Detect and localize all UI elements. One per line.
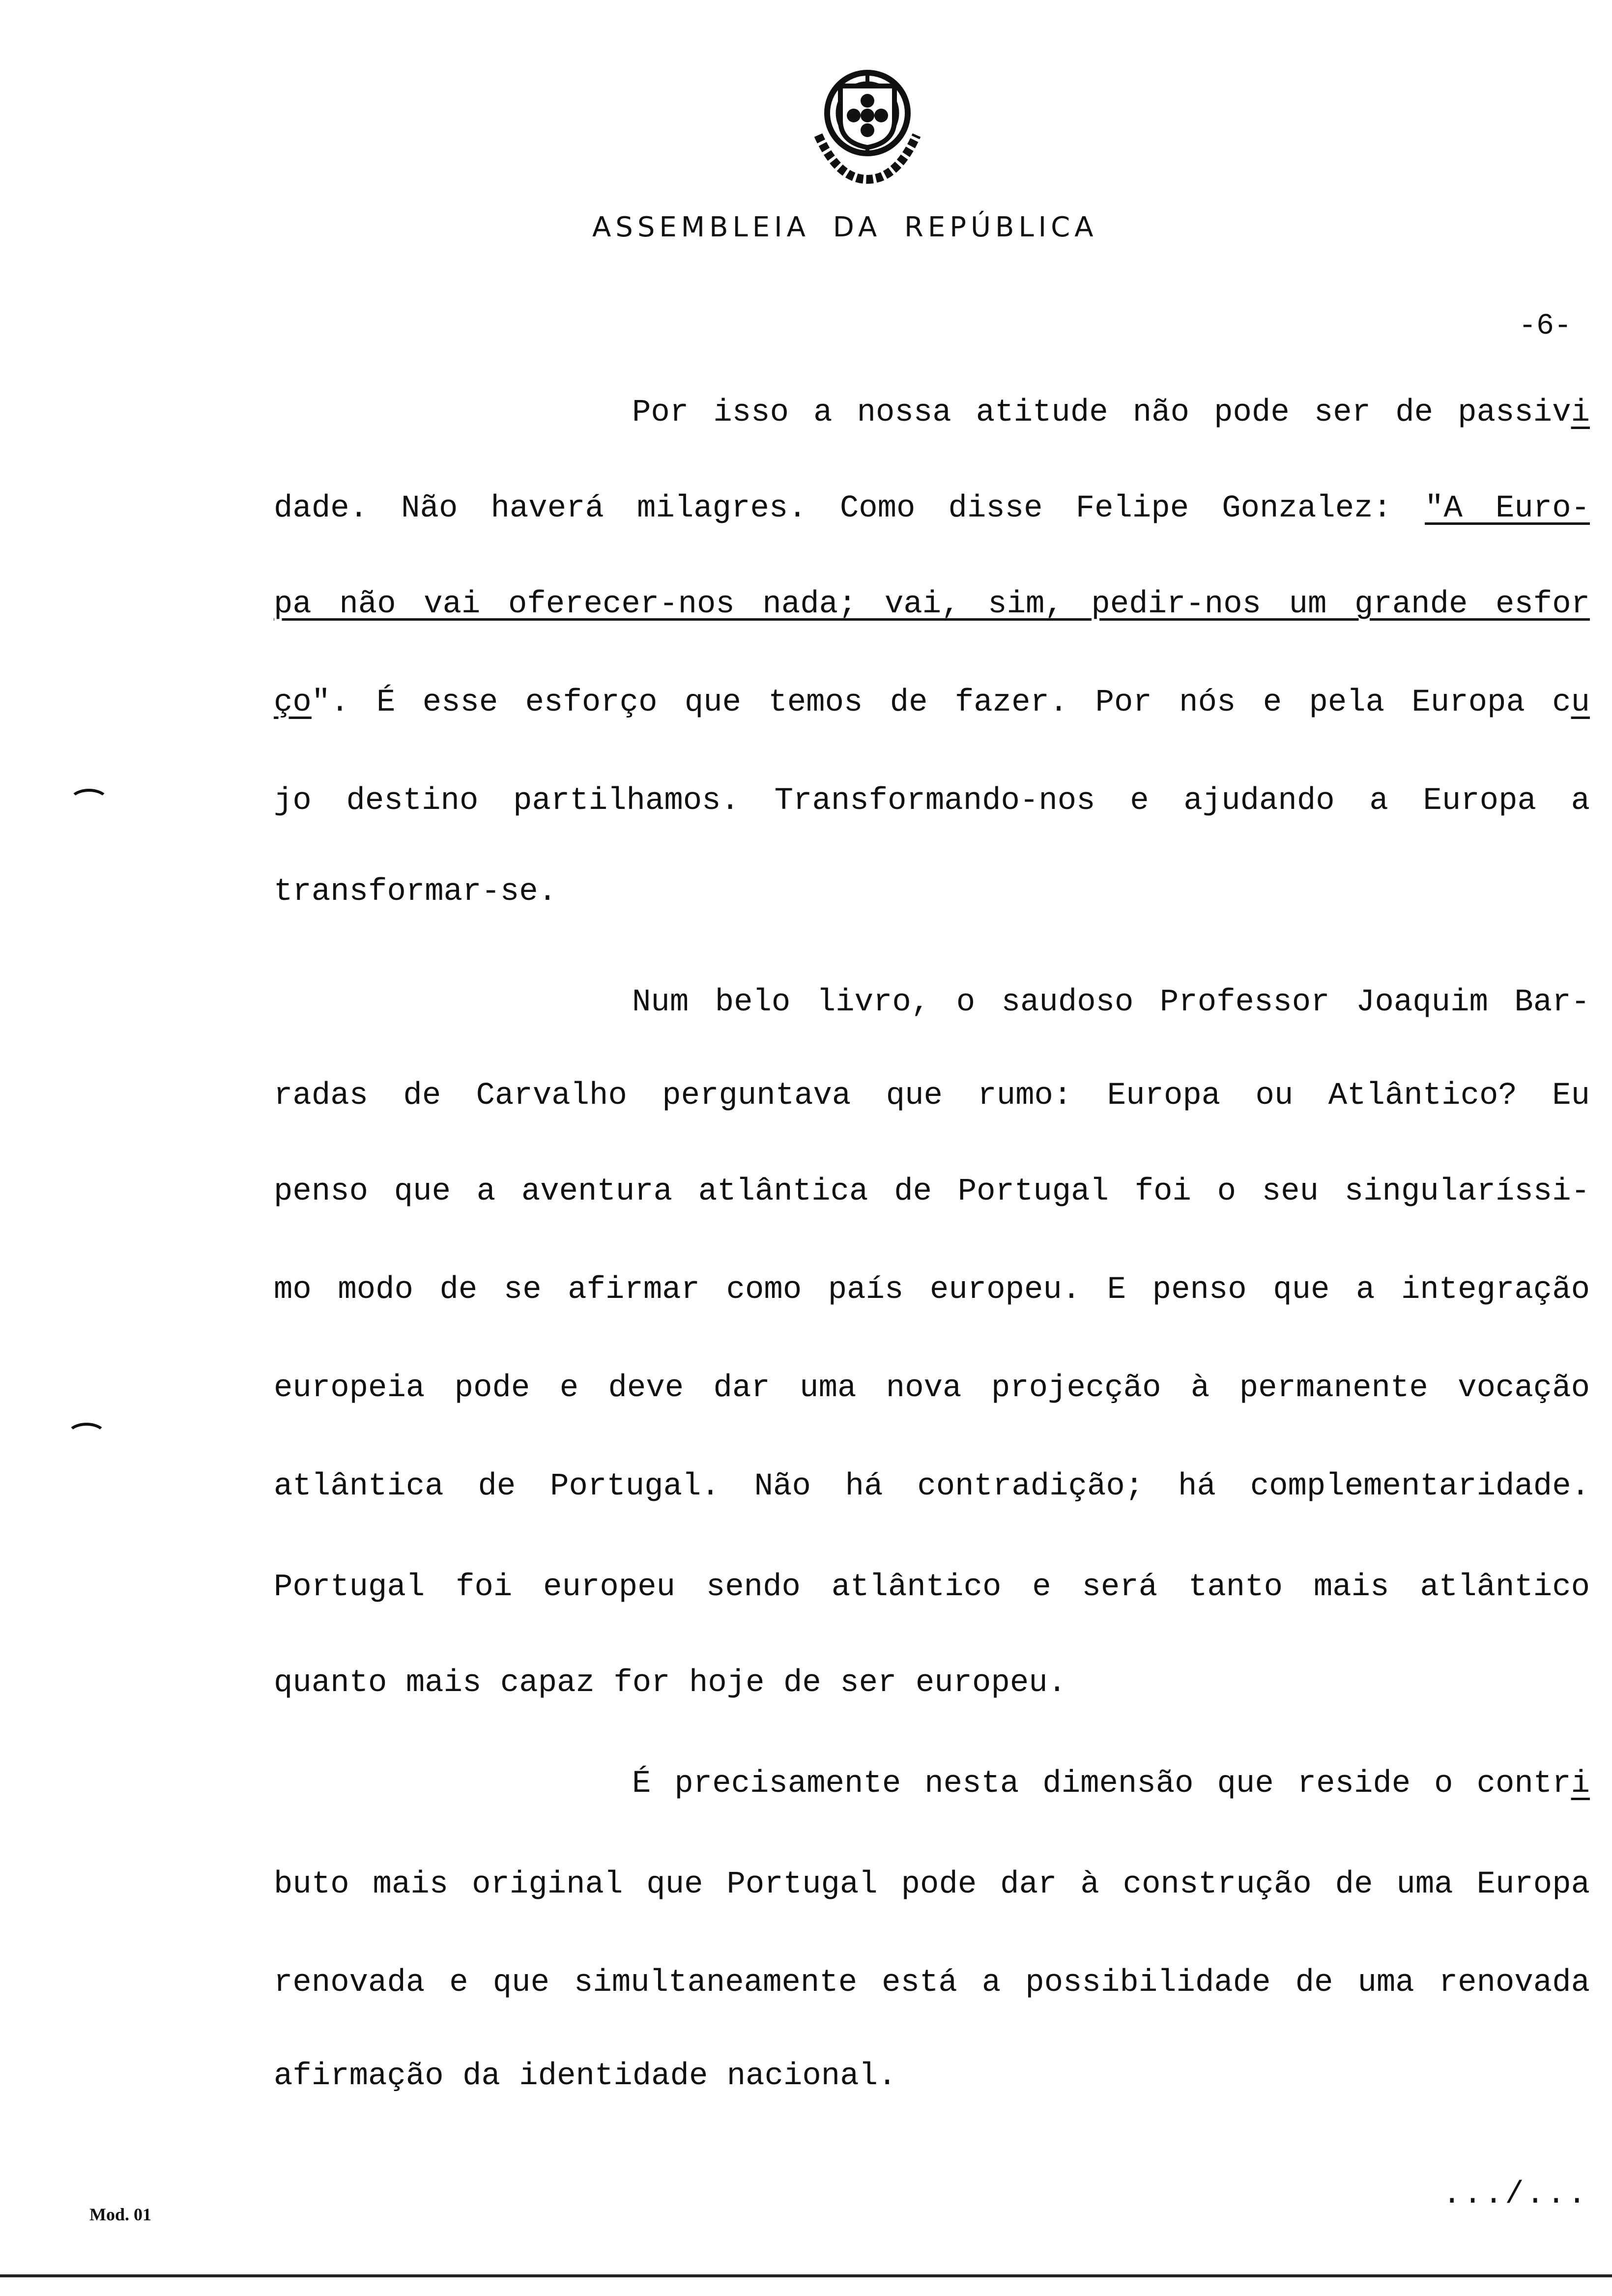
text-segment: Portugal foi europeu sendo atlântico e será tanto mais atlântico <box>274 1570 1590 1605</box>
text-segment: ". É esse esforço que temos de fazer. Por nós e pela Europa c <box>311 685 1571 720</box>
underlined-text: u <box>1571 685 1590 720</box>
text-segment: radas de Carvalho perguntava que rumo: Europa ou Atlântico? Eu <box>274 1078 1590 1114</box>
text-line <box>274 781 1590 821</box>
text-segment: atlântica de Portugal. Não há contradição; há complementaridade. <box>274 1469 1590 1504</box>
text-segment: renovada e que simultaneamente está a possibilidade de uma renovada <box>274 1965 1590 2001</box>
text-segment: quanto mais capaz for hoje de ser europeu. <box>274 1665 1067 1701</box>
text-line <box>274 1963 1590 2003</box>
text-segment: afirmação da identidade nacional. <box>274 2059 897 2094</box>
text-segment: É precisamente nesta dimensão que reside o contr <box>632 1766 1571 1802</box>
text-segment: Num belo livro, o saudoso Professor Joaquim Bar- <box>632 985 1590 1020</box>
underlined-text: ço <box>274 685 312 720</box>
text-line <box>274 1172 1590 1211</box>
text-line <box>274 683 1590 722</box>
margin-mark <box>69 789 109 814</box>
underlined-text: pa não vai oferecer-nos nada; vai, sim, pedir-nos um grande esfor <box>274 587 1590 622</box>
margin-mark <box>66 1423 107 1448</box>
continuation-marker: .../... <box>1442 2177 1588 2212</box>
underlined-text: i <box>1571 395 1590 430</box>
text-segment: mo modo de se afirmar como país europeu. E penso que a integração <box>274 1272 1590 1308</box>
underlined-text: i <box>1571 1766 1590 1802</box>
text-segment: europeia pode e deve dar uma nova projecção à permanente vocação <box>274 1371 1590 1406</box>
institution-heading: ASSEMBLEIA DA REPÚBLICA <box>592 211 1098 243</box>
text-segment: jo destino partilhamos. Transformando-nos e ajudando a Europa a <box>274 783 1590 819</box>
text-line <box>274 1467 1590 1506</box>
coat-of-arms-seal <box>813 66 921 184</box>
text-line <box>274 2057 896 2096</box>
text-segment: transformar-se. <box>274 874 557 910</box>
text-line <box>274 489 1590 528</box>
text-line <box>274 1076 1590 1116</box>
text-line <box>274 872 557 912</box>
bottom-rule <box>0 2274 1612 2277</box>
text-line <box>632 393 1590 432</box>
text-segment: buto mais original que Portugal pode dar à construção de uma Europa <box>274 1867 1590 1902</box>
text-line <box>274 1664 1066 1703</box>
text-line <box>274 585 1590 624</box>
text-segment: Por isso a nossa atitude não pode ser de passiv <box>632 395 1571 430</box>
text-line <box>274 1865 1590 1904</box>
text-line <box>274 1270 1590 1310</box>
page-number: -6- <box>1519 310 1572 343</box>
text-line <box>632 983 1590 1022</box>
underlined-text: "A Euro- <box>1425 491 1590 526</box>
text-segment: penso que a aventura atlântica de Portugal foi o seu singularíssi- <box>274 1174 1590 1209</box>
text-line <box>274 1369 1590 1408</box>
text-line <box>632 1764 1590 1804</box>
text-line <box>274 1568 1590 1607</box>
text-segment: dade. Não haverá milagres. Como disse Felipe Gonzalez: <box>274 491 1425 526</box>
form-code: Mod. 01 <box>89 2205 151 2224</box>
